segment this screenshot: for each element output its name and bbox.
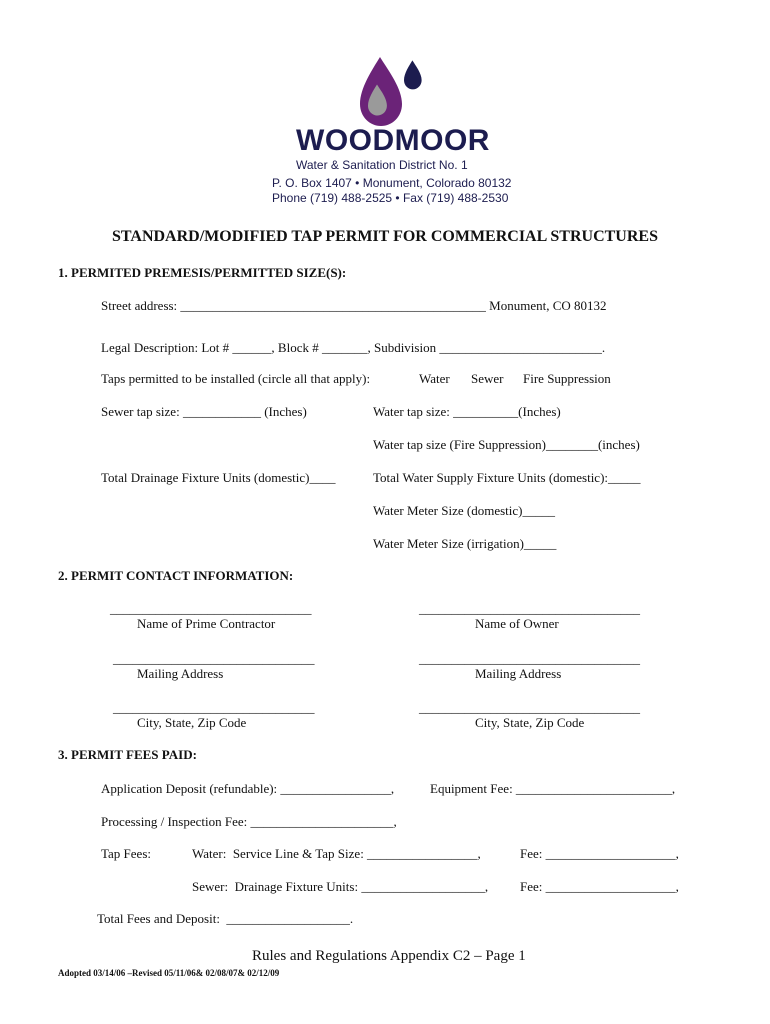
owner-city-line[interactable]: __________________________________ [419,700,640,715]
processing-fee-field[interactable]: Processing / Inspection Fee: ______________________, [101,814,397,829]
section1-heading: 1. PERMITED PREMESIS/PERMITTED SIZE(S): [58,265,347,280]
section2-heading: 2. PERMIT CONTACT INFORMATION: [58,568,294,583]
water-tap-fire-field[interactable]: Water tap size (Fire Suppression)________(inches) [373,437,640,452]
woodmoor-logo-drops-icon [360,56,430,128]
logo-subtitle: Water & Sanitation District No. 1 [296,158,468,172]
owner-mailing-line[interactable]: __________________________________ [419,651,640,666]
sewer-fee-field[interactable]: Fee: ____________________, [520,879,679,894]
sewer-tap-size-field[interactable]: Sewer tap size: ____________ (Inches) [101,404,307,419]
total-fees-field[interactable]: Total Fees and Deposit: ___________________. [97,911,354,926]
prime-contractor-label: Name of Prime Contractor [137,616,276,631]
owner-line[interactable]: __________________________________ [419,601,640,616]
logo-phone: Phone (719) 488-2525 • Fax (719) 488-2530 [272,191,509,205]
tap-option-water[interactable]: Water [419,371,450,386]
street-address-field[interactable]: Street address: _______________________________________________ Monument, CO 80132 [101,298,607,313]
water-tap-size-field[interactable]: Water tap size: __________(Inches) [373,404,561,419]
contractor-city-line[interactable]: _______________________________ [113,700,315,715]
logo-name: WOODMOOR [296,124,490,157]
meter-size-irrigation-field[interactable]: Water Meter Size (irrigation)_____ [373,536,557,551]
owner-mailing-label: Mailing Address [475,666,562,681]
application-deposit-field[interactable]: Application Deposit (refundable): _________________, [101,781,395,796]
tap-option-sewer[interactable]: Sewer [471,371,504,386]
footer-adopted: Adopted 03/14/06 –Revised 05/11/06& 02/08/07& 02/12/09 [58,968,280,978]
section3-heading: 3. PERMIT FEES PAID: [58,747,197,762]
footer-page: Rules and Regulations Appendix C2 – Page 1 [252,948,526,964]
owner-city-label: City, State, Zip Code [475,715,585,730]
meter-size-domestic-field[interactable]: Water Meter Size (domestic)_____ [373,503,555,518]
prime-contractor-line[interactable]: _______________________________ [110,601,312,616]
contractor-mailing-line[interactable]: _______________________________ [113,651,315,666]
equipment-fee-field[interactable]: Equipment Fee: ________________________, [430,781,676,796]
owner-label: Name of Owner [475,616,559,631]
water-fee-field[interactable]: Fee: ____________________, [520,846,679,861]
supply-fixture-units-field[interactable]: Total Water Supply Fixture Units (domestic):_____ [373,470,641,485]
water-service-line-field[interactable]: Water: Service Line & Tap Size: _________________, [192,846,481,861]
legal-description-field[interactable]: Legal Description: Lot # ______, Block # _______, Subdivision _________________________. [101,340,606,355]
logo-address: P. O. Box 1407 • Monument, Colorado 80132 [272,176,512,190]
taps-label: Taps permitted to be installed (circle all that apply): [101,371,371,386]
tap-fees-label: Tap Fees: [101,846,151,861]
form-title: STANDARD/MODIFIED TAP PERMIT FOR COMMERCIAL STRUCTURES [112,228,658,245]
tap-option-fire-suppression[interactable]: Fire Suppression [523,371,611,386]
sewer-drainage-units-field[interactable]: Sewer: Drainage Fixture Units: ___________________, [192,879,489,894]
contractor-city-label: City, State, Zip Code [137,715,247,730]
drainage-fixture-units-field[interactable]: Total Drainage Fixture Units (domestic)____ [101,470,336,485]
contractor-mailing-label: Mailing Address [137,666,224,681]
